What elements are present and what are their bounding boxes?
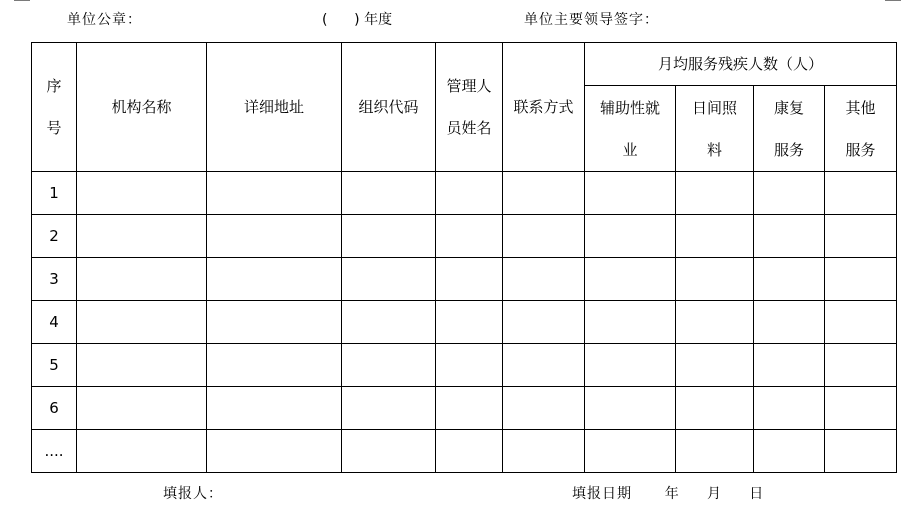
blank-input-cell[interactable] — [754, 258, 825, 301]
blank-input-cell[interactable] — [503, 301, 585, 344]
blank-input-cell[interactable] — [754, 387, 825, 430]
header-seq-line1: 序 — [46, 77, 62, 95]
blank-input-cell[interactable] — [676, 172, 754, 215]
fill-date-label: 填报日期 年 月 日 — [572, 486, 765, 502]
blank-input-cell[interactable] — [207, 258, 342, 301]
row-seq-cell: 1 — [32, 172, 77, 215]
header-group-monthly-served: 月均服务残疾人数（人） — [585, 43, 897, 86]
blank-input-cell[interactable] — [585, 430, 676, 473]
blank-input-cell[interactable] — [754, 301, 825, 344]
table-body — [32, 172, 897, 473]
year-label: ( ) 年度 — [322, 12, 393, 28]
blank-input-cell[interactable] — [436, 215, 503, 258]
row-seq-cell: 2 — [32, 215, 77, 258]
header-org-code: 组织代码 — [342, 43, 436, 172]
blank-input-cell[interactable] — [207, 344, 342, 387]
blank-input-cell[interactable] — [436, 387, 503, 430]
blank-input-cell[interactable] — [207, 215, 342, 258]
blank-input-cell[interactable] — [342, 430, 436, 473]
blank-input-cell[interactable] — [77, 301, 207, 344]
blank-input-cell[interactable] — [825, 301, 897, 344]
blank-input-cell[interactable] — [503, 344, 585, 387]
table-row — [32, 344, 897, 387]
row-seq-cell: .... — [32, 430, 77, 473]
row-seq-cell: 3 — [32, 258, 77, 301]
blank-input-cell[interactable] — [342, 387, 436, 430]
blank-input-cell[interactable] — [585, 344, 676, 387]
table-row — [32, 172, 897, 215]
page-corner-mark-right — [885, 0, 901, 1]
blank-input-cell[interactable] — [436, 430, 503, 473]
blank-input-cell[interactable] — [825, 344, 897, 387]
table-row — [32, 215, 897, 258]
blank-input-cell[interactable] — [436, 172, 503, 215]
header-address: 详细地址 — [207, 43, 342, 172]
header-manager-line1: 管理人 — [446, 77, 492, 95]
blank-input-cell[interactable] — [754, 215, 825, 258]
header-org-name: 机构名称 — [77, 43, 207, 172]
row-seq-cell: 5 — [32, 344, 77, 387]
blank-input-cell[interactable] — [436, 301, 503, 344]
header-seq-line2: 号 — [46, 119, 62, 137]
blank-input-cell[interactable] — [503, 430, 585, 473]
blank-input-cell[interactable] — [77, 258, 207, 301]
header-sub-other: 其他 服务 — [825, 86, 897, 172]
blank-input-cell[interactable] — [342, 301, 436, 344]
blank-input-cell[interactable] — [676, 430, 754, 473]
blank-input-cell[interactable] — [825, 172, 897, 215]
header-sub-day-care: 日间照 料 — [676, 86, 754, 172]
blank-input-cell[interactable] — [207, 172, 342, 215]
blank-input-cell[interactable] — [585, 215, 676, 258]
header-row-1 — [32, 43, 897, 86]
page-corner-mark-left — [14, 0, 30, 1]
table-row — [32, 387, 897, 430]
row-seq-cell: 6 — [32, 387, 77, 430]
blank-input-cell[interactable] — [754, 344, 825, 387]
blank-input-cell[interactable] — [585, 172, 676, 215]
blank-input-cell[interactable] — [585, 258, 676, 301]
blank-input-cell[interactable] — [825, 215, 897, 258]
table-row — [32, 301, 897, 344]
blank-input-cell[interactable] — [676, 301, 754, 344]
blank-input-cell[interactable] — [676, 387, 754, 430]
blank-input-cell[interactable] — [503, 387, 585, 430]
leader-signature-label: 单位主要领导签字： — [524, 12, 659, 28]
blank-input-cell[interactable] — [585, 301, 676, 344]
blank-input-cell[interactable] — [77, 344, 207, 387]
header-sub-assisted-employment: 辅助性就 业 — [585, 86, 676, 172]
registration-table — [31, 42, 897, 473]
blank-input-cell[interactable] — [503, 215, 585, 258]
blank-input-cell[interactable] — [207, 430, 342, 473]
blank-input-cell[interactable] — [342, 215, 436, 258]
blank-input-cell[interactable] — [825, 258, 897, 301]
blank-input-cell[interactable] — [342, 258, 436, 301]
blank-input-cell[interactable] — [503, 258, 585, 301]
row-seq-cell: 4 — [32, 301, 77, 344]
table-row — [32, 430, 897, 473]
blank-input-cell[interactable] — [342, 344, 436, 387]
header-seq — [32, 43, 77, 172]
blank-input-cell[interactable] — [676, 344, 754, 387]
blank-input-cell[interactable] — [77, 430, 207, 473]
blank-input-cell[interactable] — [77, 172, 207, 215]
blank-input-cell[interactable] — [503, 172, 585, 215]
blank-input-cell[interactable] — [825, 430, 897, 473]
header-manager-line2: 员姓名 — [446, 119, 492, 137]
table-row — [32, 258, 897, 301]
blank-input-cell[interactable] — [342, 172, 436, 215]
unit-seal-label: 单位公章： — [67, 12, 142, 28]
blank-input-cell[interactable] — [754, 172, 825, 215]
blank-input-cell[interactable] — [754, 430, 825, 473]
header-sub-rehab: 康复 服务 — [754, 86, 825, 172]
blank-input-cell[interactable] — [207, 301, 342, 344]
filler-label: 填报人： — [163, 486, 223, 502]
blank-input-cell[interactable] — [585, 387, 676, 430]
blank-input-cell[interactable] — [436, 258, 503, 301]
blank-input-cell[interactable] — [825, 387, 897, 430]
blank-input-cell[interactable] — [676, 258, 754, 301]
blank-input-cell[interactable] — [676, 215, 754, 258]
blank-input-cell[interactable] — [77, 387, 207, 430]
header-manager-name — [436, 43, 503, 172]
header-contact: 联系方式 — [503, 43, 585, 172]
blank-input-cell[interactable] — [436, 344, 503, 387]
blank-input-cell[interactable] — [77, 215, 207, 258]
blank-input-cell[interactable] — [207, 387, 342, 430]
